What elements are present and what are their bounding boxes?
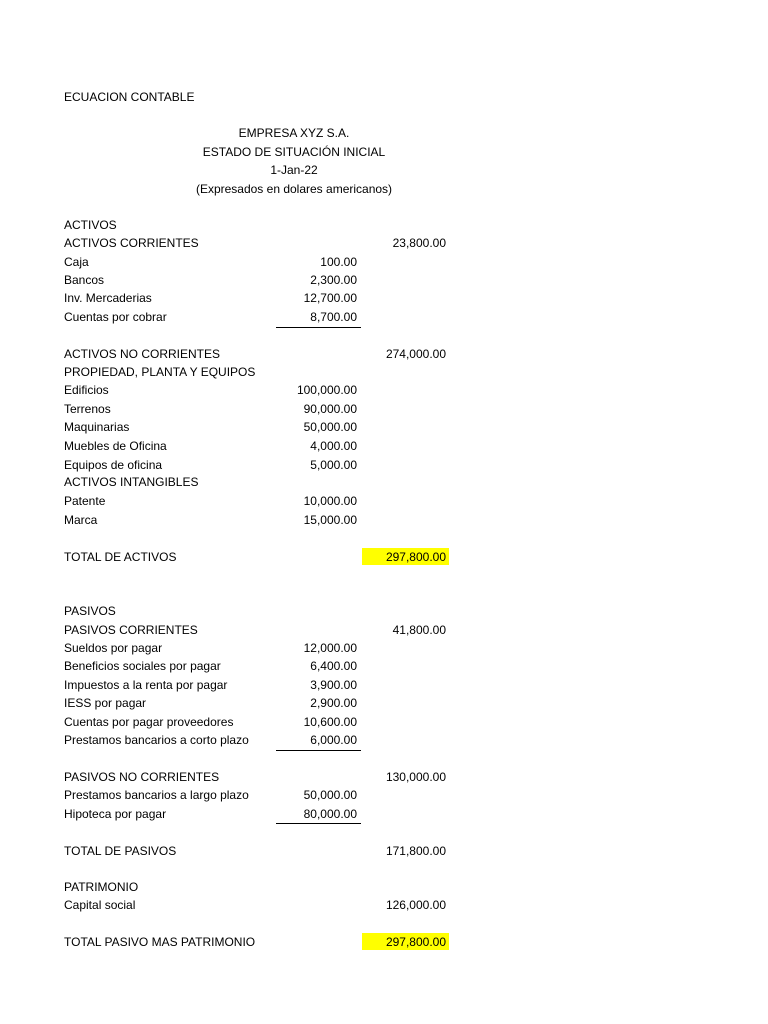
row-label: Beneficios sociales por pagar [64,659,221,673]
row-label: Terrenos [64,402,111,416]
statement-date: 1-Jan-22 [270,163,318,177]
row-value: 12,000.00 [303,641,357,655]
row-value: 90,000.00 [303,402,357,416]
total-pasivo-patrimonio-label: TOTAL PASIVO MAS PATRIMONIO [64,935,256,949]
row-value: 2,300.00 [310,273,357,287]
row-value: 10,000.00 [303,494,357,508]
section-heading-pasivos: PASIVOS [64,604,116,618]
row-value: 100.00 [320,255,357,269]
row-label: Cuentas por pagar proveedores [64,715,234,729]
row-value: 8,700.00 [310,310,357,324]
row-label: Bancos [64,273,105,287]
row-label: Muebles de Oficina [64,439,167,453]
row-value: 2,900.00 [310,696,357,710]
group-ppe-label: PROPIEDAD, PLANTA Y EQUIPOS [64,365,256,379]
row-value: 80,000.00 [303,807,357,821]
row-value: 50,000.00 [303,788,357,802]
subtotal-pasivos-corrientes: 41,800.00 [392,623,446,637]
row-label: Prestamos bancarios a largo plazo [64,788,249,802]
row-label: Cuentas por cobrar [64,310,167,324]
row-value: 6,000.00 [310,733,357,747]
section-heading-patrimonio: PATRIMONIO [64,880,139,894]
row-label: Inv. Mercaderias [64,291,152,305]
subtotal-pasivos-no-corrientes: 130,000.00 [385,770,446,784]
total-activos-label: TOTAL DE ACTIVOS [64,550,177,564]
subtotal-activos-corrientes: 23,800.00 [392,236,446,250]
underline-rule [276,750,361,751]
subsection-activos-corrientes: ACTIVOS CORRIENTES [64,236,199,250]
row-label: Hipoteca por pagar [64,807,167,821]
total-pasivos-label: TOTAL DE PASIVOS [64,844,177,858]
subsection-activos-no-corrientes: ACTIVOS NO CORRIENTES [64,347,221,361]
row-value: 5,000.00 [310,458,357,472]
section-heading-activos: ACTIVOS [64,218,117,232]
underline-rule [276,823,361,824]
underline-rule [276,327,361,328]
total-pasivo-patrimonio-value: 297,800.00 [385,935,446,949]
row-value: 12,700.00 [303,291,357,305]
row-label: Equipos de oficina [64,458,163,472]
row-value: 10,600.00 [303,715,357,729]
row-value: 6,400.00 [310,659,357,673]
row-label: Caja [64,255,89,269]
subsection-pasivos-corrientes: PASIVOS CORRIENTES [64,623,198,637]
document-title: ECUACION CONTABLE [64,90,195,104]
total-pasivos-value: 171,800.00 [385,844,446,858]
row-label: IESS por pagar [64,696,147,710]
row-value: 100,000.00 [296,383,357,397]
row-label: Sueldos por pagar [64,641,163,655]
total-activos-value: 297,800.00 [385,550,446,564]
company-name: EMPRESA XYZ S.A. [238,126,350,140]
row-value: 15,000.00 [303,513,357,527]
subtotal-activos-no-corrientes: 274,000.00 [385,347,446,361]
row-label: Impuestos a la renta por pagar [64,678,228,692]
row-value: 50,000.00 [303,420,357,434]
row-label: Patente [64,494,106,508]
row-value: 4,000.00 [310,439,357,453]
subsection-pasivos-no-corrientes: PASIVOS NO CORRIENTES [64,770,220,784]
group-intangibles-label: ACTIVOS INTANGIBLES [64,475,199,489]
row-label: Marca [64,513,98,527]
row-label: Prestamos bancarios a corto plazo [64,733,249,747]
row-label: Maquinarias [64,420,130,434]
row-value: 3,900.00 [310,678,357,692]
capital-social-value: 126,000.00 [385,898,446,912]
row-label: Edificios [64,383,109,397]
capital-social-label: Capital social [64,898,136,912]
statement-title: ESTADO DE SITUACIÓN INICIAL [202,145,386,159]
currency-note: (Expresados en dolares americanos) [195,182,393,196]
